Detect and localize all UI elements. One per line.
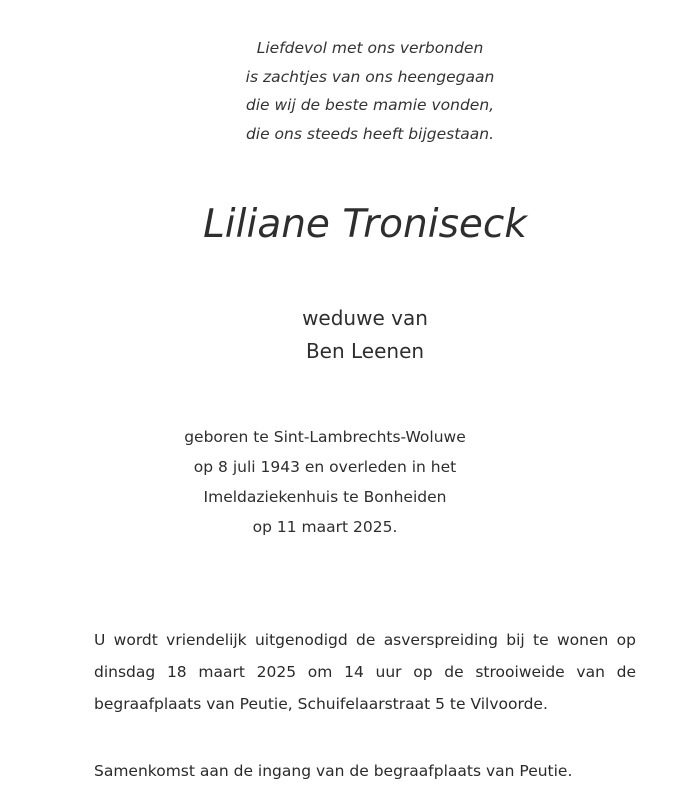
invitation-word: wordt [113,631,158,649]
invitation-word: van [576,663,605,681]
invitation-word: maart [198,663,245,681]
invitation-line: begraafplaats van Peutie, Schuifelaarstraat 5 te Vilvoorde. [94,695,548,713]
invitation-word: asverspreiding [383,631,498,649]
spouse-relation: weduwe van [302,306,428,330]
invitation-word: strooiweide [475,663,565,681]
meeting-note: Samenkomst aan de ingang van de begraafplaats van Peutie. [94,762,573,780]
invitation-word: uitgenodigd [254,631,348,649]
invitation-word: te [533,631,549,649]
invitation-word: vriendelijk [166,631,247,649]
invitation-word: om [307,663,333,681]
invitation-word: de [356,631,376,649]
invitation-word: op [616,631,636,649]
poem-line: die wij de beste mamie vonden, [245,96,495,114]
invitation-word: dinsdag [94,663,156,681]
birth-death-line: Imeldaziekenhuis te Bonheiden [203,488,447,506]
invitation-word: U [94,631,106,649]
invitation-paragraph [94,624,636,720]
invitation-line [94,656,636,688]
invitation-word: de [616,663,636,681]
deceased-name: Liliane Troniseck [203,202,527,247]
poem-verse [0,34,700,148]
poem-line: die ons steeds heeft bijgestaan. [245,124,495,143]
birth-death-details [0,422,650,542]
poem-line: is zachtjes van ons heengegaan [245,67,495,86]
invitation-word: de [444,663,464,681]
invitation-word: op [413,663,433,681]
spouse-block [0,302,700,368]
birth-death-line: op 8 juli 1943 en overleden in het [193,458,457,476]
invitation-word: uur [375,663,402,681]
invitation-word: 2025 [256,663,297,681]
invitation-word: bij [506,631,525,649]
invitation-line [94,624,636,656]
invitation-word: wonen [556,631,609,649]
spouse-name: Ben Leenen [305,339,425,363]
birth-death-line: op 11 maart 2025. [252,518,398,536]
invitation-word: 14 [344,663,364,681]
invitation-word: 18 [166,663,187,681]
poem-line: Liefdevol met ons verbonden [256,39,484,57]
birth-death-line: geboren te Sint-Lambrechts-Woluwe [184,428,466,446]
